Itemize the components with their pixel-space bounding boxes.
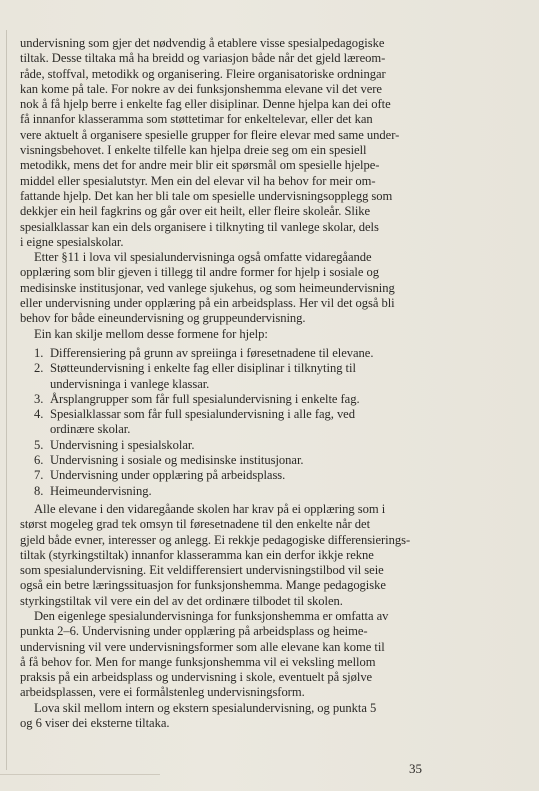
page-number: 35 [409,761,422,776]
list-item-text: Differensiering på grunn av spreiinga i føresetnadene til elevane. [50,345,374,360]
text-line: Den eigenlege spesialundervisninga for funksjonshemma er omfatta av [34,608,389,623]
text-line: arbeidsplassen, vere ei formålstenleg undervisningsform. [20,685,305,700]
page-bottom-rule [0,774,160,775]
list-item [20,484,520,499]
list-item-text: Støtteundervisning i enkelte fag eller disiplinar i tilknyting til [50,361,356,376]
text-line: metodikk, mens det for andre meir blir eit spørsmål om spesielle hjelpe- [20,158,380,173]
paragraph-5 [20,609,520,701]
list-number: 2. [34,361,44,376]
text-line: i eigne spesialskolar. [20,234,124,249]
text-line: gjeld både evner, interesser og anlegg. Ei rekkje pedagogiske differensierings- [20,532,411,547]
text-line: styrkingstiltak vil vere ein del av det ordinære tilbodet til skolen. [20,593,343,608]
page-edge-rule [6,30,7,770]
text-line: undervisning vil vere undervisningsformer som alle elevane kan kome til [20,639,385,654]
text-line: opplæring som blir gjeven i tillegg til andre former for hjelp i sosiale og [20,265,379,280]
text-line: behov for både eineundervisning og gruppeundervisning. [20,311,306,326]
paragraph-2 [20,250,520,326]
list-item [20,346,520,361]
list-item-continuation: ordinære skolar. [50,422,131,437]
list-number: 3. [34,391,44,406]
text-line: råde, stoffval, metodikk og organisering. Fleire organisatoriske ordningar [20,66,386,81]
list-item [20,407,520,422]
list-item-text: Årsplangrupper som får full spesialundervisning i enkelte fag. [50,391,360,406]
paragraph-1 [20,36,520,250]
text-line: punkta 2–6. Undervisning under opplæring på arbeidsplass og heime- [20,624,368,639]
text-line: også ein betre læringssituasjon for funksjonshemma. Mange pedagogiske [20,578,386,593]
list-item-text: Undervisning i sosiale og medisinske institusjonar. [50,453,304,468]
paragraph-4 [20,502,520,609]
text-line: undervisning som gjer det nødvendig å etablere visse spesialpedagogiske [20,36,385,50]
text-line: spesialklassar kan ein dels organisere i tilknyting til vanlege skolar, dels [20,219,379,234]
text-line: å få behov for. Men for mange funksjonshemma vil ei veksling mellom [20,654,376,669]
list-number: 7. [34,468,44,483]
list-item-text: Undervisning i spesialskolar. [50,437,195,452]
text-line: vere aktuelt å organisere spesielle grupper for fleire elevar med same under- [20,127,400,142]
list-item [20,438,520,453]
text-line: medisinske institusjonar, ved vanlege sjukehus, og som heimeundervisning [20,280,395,295]
text-line: nok å få hjelp berre i enkelte fag eller disiplinar. Denne hjelpa kan dei ofte [20,97,391,112]
list-item [20,453,520,468]
text-line: størst mogeleg grad tek omsyn til føresetnadene til den enkelte når det [20,517,371,532]
numbered-list [20,346,520,499]
text-line: kan kome på tale. For nokre av dei funksjonshemma elevane vil det vere [20,81,382,96]
text-line: tiltak (styrkingstiltak) innanfor klasseramma kan ein derfor ikkje rekne [20,547,374,562]
text-line: Lova skil mellom intern og ekstern spesialundervisning, og punkta 5 [34,700,377,715]
paragraph-3 [20,327,520,342]
text-line: og 6 viser dei eksterne tiltaka. [20,716,170,731]
list-item [20,468,520,483]
list-number: 6. [34,453,44,468]
list-number: 4. [34,407,44,422]
text-line: tiltak. Desse tiltaka må ha breidd og variasjon både når det gjeld læreom- [20,51,386,66]
list-item [20,392,520,407]
text-line: middel eller spesialutstyr. Men ein del elevar vil ha behov for meir om- [20,173,376,188]
list-number: 5. [34,437,44,452]
text-line: fattande hjelp. Det kan her bli tale om spesielle undervisningsopplegg som [20,188,393,203]
text-line: visningsbehovet. I enkelte tilfelle kan hjelpa dreie seg om ein spesiell [20,143,367,158]
paragraph-6 [20,701,520,732]
text-line: eller undervisning under opplæring på ein arbeidsplass. Her vil det også bli [20,296,395,311]
text-line: Alle elevane i den vidaregåande skolen har krav på ei opplæring som i [34,501,386,516]
text-line: praksis på ein arbeidsplass og undervisning i skole, eventuelt på sjølve [20,670,373,685]
list-item-text: Heimeundervisning. [50,483,152,498]
list-item-text: Spesialklassar som får full spesialundervisning i alle fag, ved [50,407,355,422]
body-text [20,36,520,731]
list-number: 8. [34,483,44,498]
text-line: dekkjer ein heil fagkrins og går over eit heilt, eller fleire skoleår. Slike [20,204,371,219]
text-line: Ein kan skilje mellom desse formene for hjelp: [34,326,268,341]
list-item-text: Undervisning under opplæring på arbeidsplass. [50,468,286,483]
text-line: som spesialundervisning. Eit veldifferensiert undervisningstilbod vil seie [20,563,384,578]
list-item-continuation: undervisninga i vanlege klassar. [50,376,210,391]
list-number: 1. [34,345,44,360]
text-line: få innanfor klasseramma som støttetimar for enkeltelevar, eller det kan [20,112,373,127]
text-line: Etter §11 i lova vil spesialundervisninga også omfatte vidaregåande [34,250,372,265]
list-item [20,361,520,376]
